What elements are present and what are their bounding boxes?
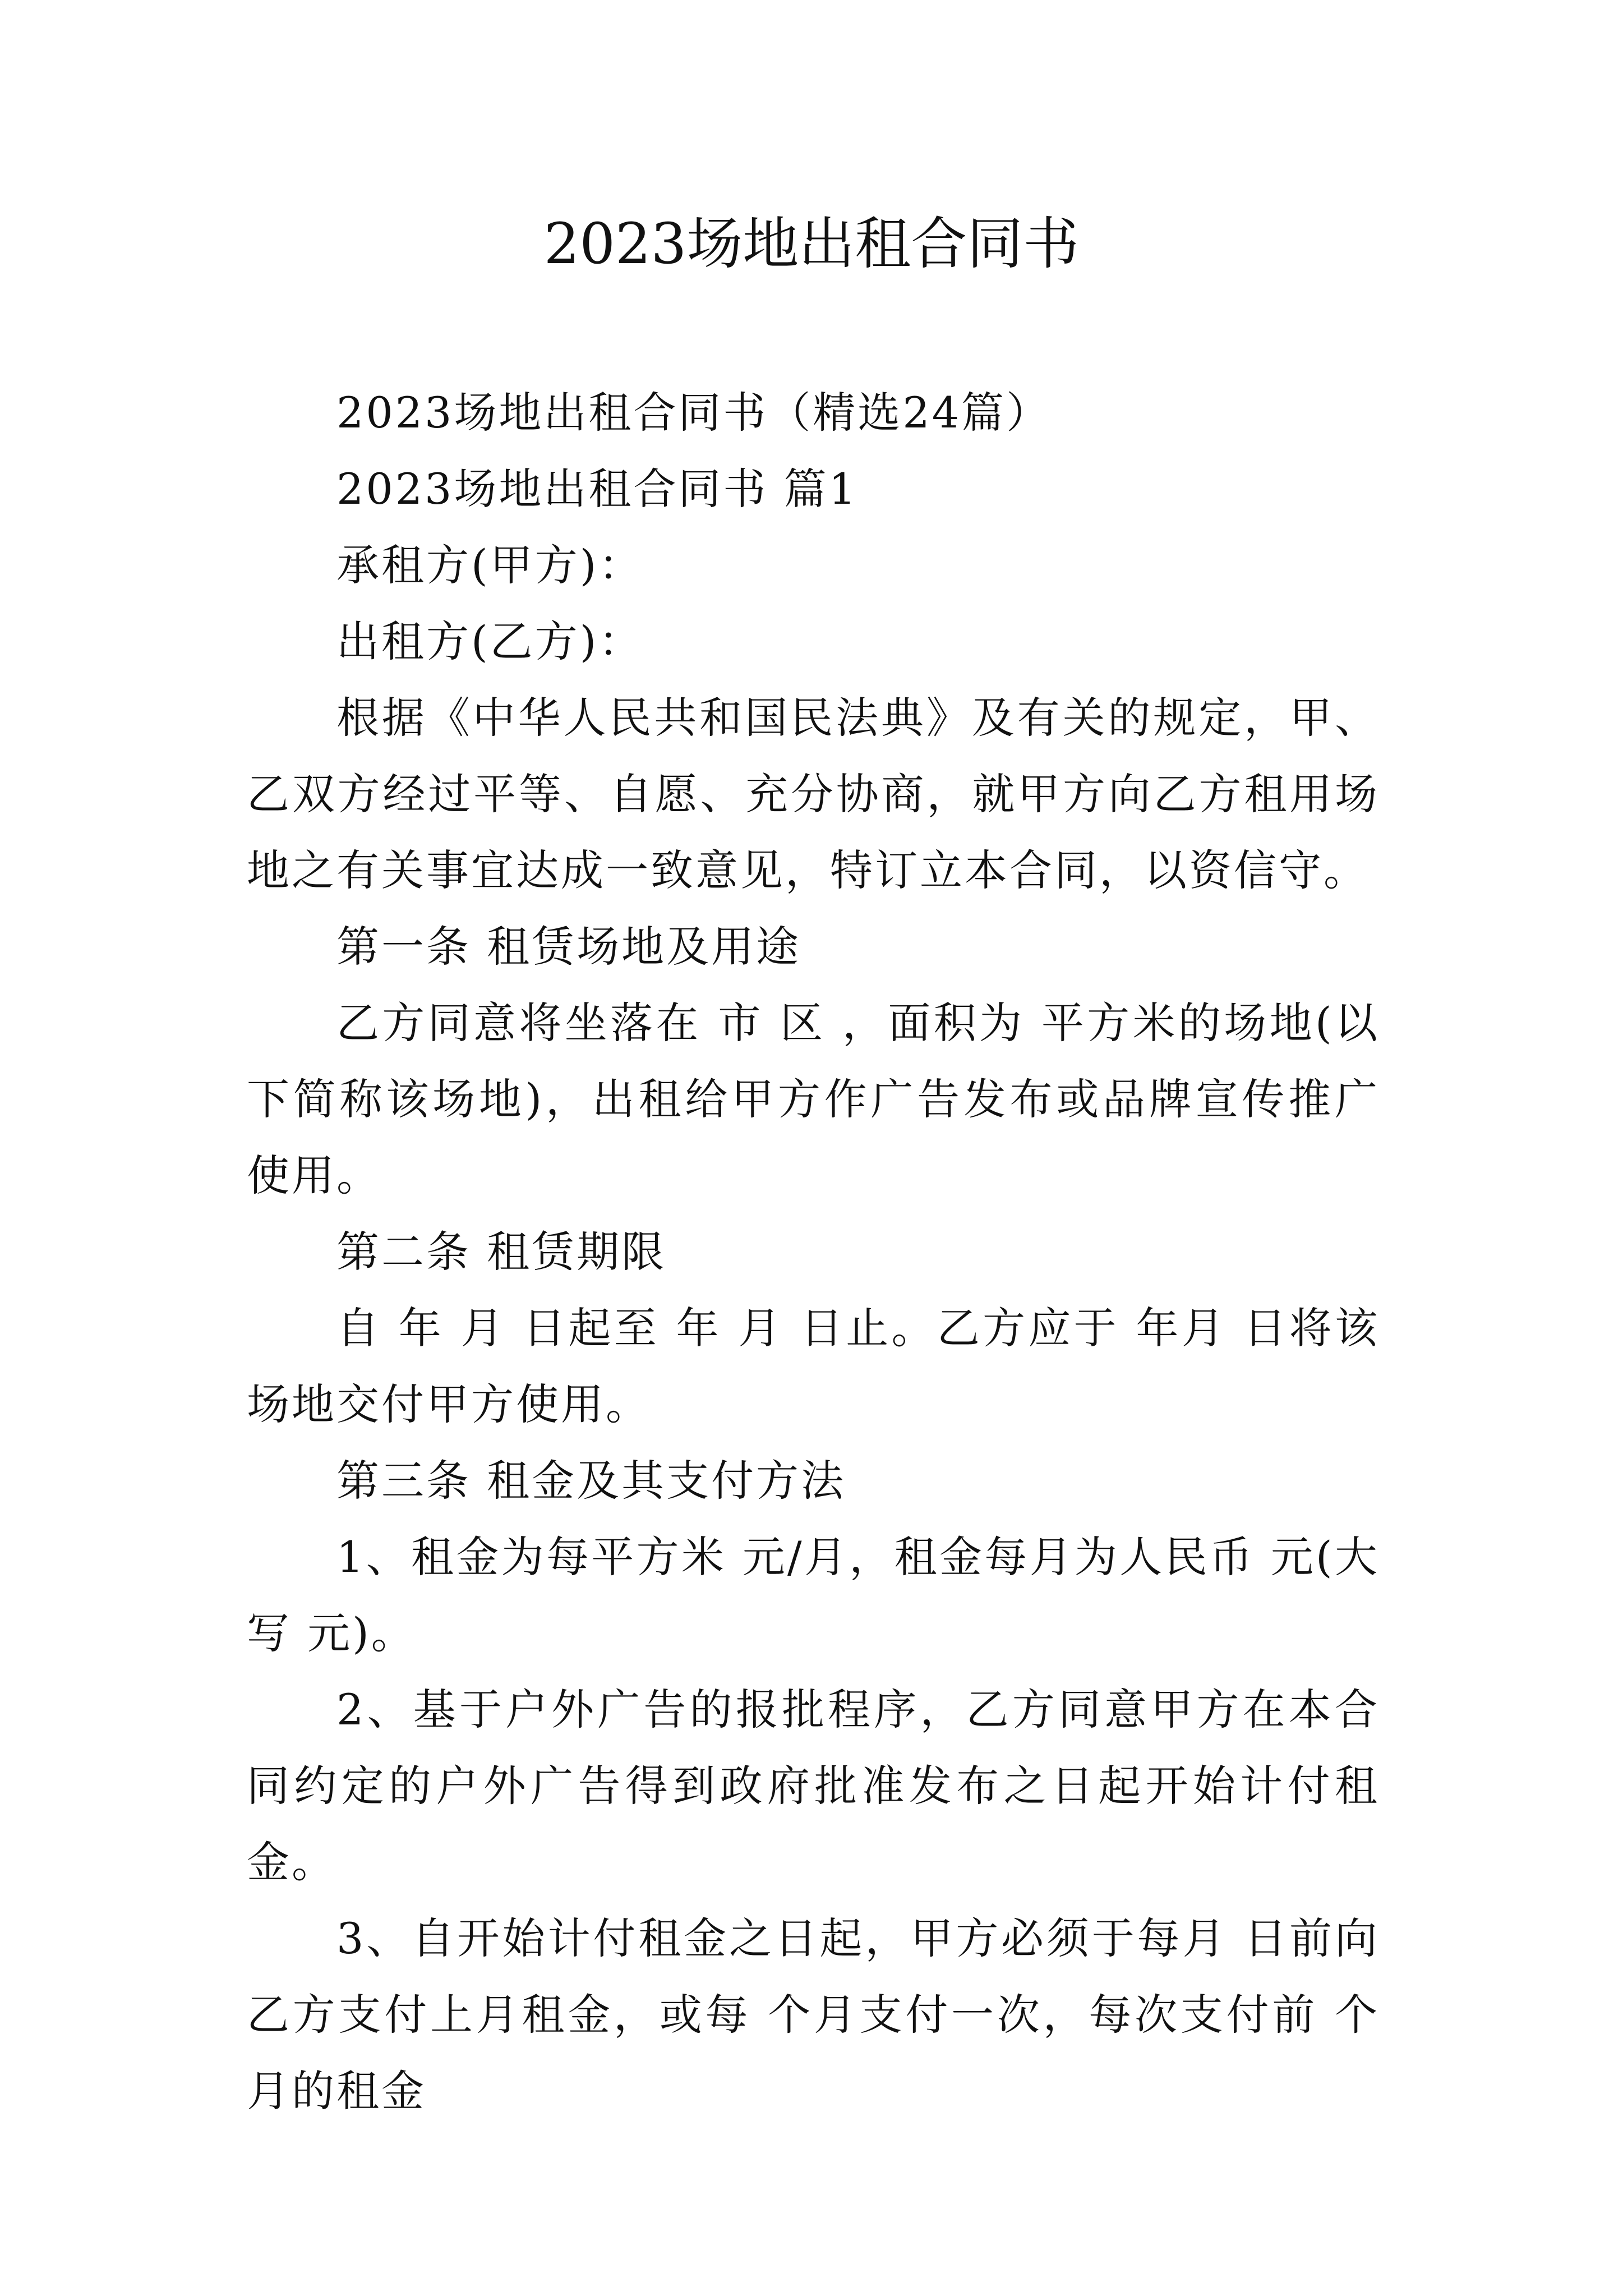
paragraph-article-3-item-2: 2、基于户外广告的报批程序，乙方同意甲方在本合同约定的户外广告得到政府批准发布之日起开始计付租金。	[247, 1685, 1380, 1887]
paragraph-article-3-item-3: 3、自开始计付租金之日起，甲方必须于每月 日前向乙方支付上月租金，或每 个月支付一次，每次支付前 个月的租金	[247, 1913, 1380, 2116]
paragraph-lessor: 出租方(乙方)：	[336, 616, 644, 666]
paragraph-lessee: 承租方(甲方)：	[336, 540, 644, 590]
paragraph-section-heading: 2023场地出租合同书 篇1	[336, 464, 858, 514]
document-title: 2023场地出租合同书	[543, 211, 1080, 277]
paragraph-article-1-heading: 第一条 租赁场地及用途	[336, 922, 801, 972]
paragraph-preamble: 根据《中华人民共和国民法典》及有关的规定，甲、乙双方经过平等、自愿、充分协商，就甲方向乙方租用场地之有关事宜达成一致意见，特订立本合同，以资信守。	[247, 693, 1380, 895]
paragraph-subtitle: 2023场地出租合同书（精选24篇）	[336, 388, 1052, 438]
paragraph-article-1-body: 乙方同意将坐落在 市 区 ，面积为 平方米的场地(以下简称该场地)，出租给甲方作广告发布或品牌宣传推广使用。	[247, 998, 1380, 1200]
document-body	[247, 375, 1380, 2129]
paragraph-article-3-item-1: 1、租金为每平方米 元/月，租金每月为人民币 元(大写 元)。	[247, 1532, 1380, 1658]
paragraph-article-2-body: 自 年 月 日起至 年 月 日止。乙方应于 年月 日将该场地交付甲方使用。	[247, 1303, 1380, 1429]
paragraph-article-3-heading: 第三条 租金及其支付方法	[336, 1456, 846, 1506]
paragraph-article-2-heading: 第二条 租赁期限	[336, 1227, 667, 1277]
